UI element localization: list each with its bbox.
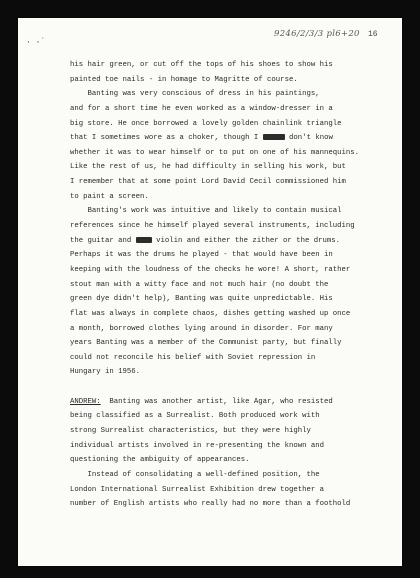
- text-line: Instead of consolidating a well-defined position, the: [70, 470, 320, 479]
- paragraph-gap: [70, 380, 400, 395]
- page-number: 16: [368, 30, 378, 39]
- text-line: I remember that at some point Lord David Cecil commissioned him: [70, 178, 346, 187]
- text-line: [70, 234, 400, 249]
- text-line: references since he himself played several instruments, including: [70, 222, 355, 231]
- text-line: years Banting was a member of the Communist party, but finally: [70, 339, 342, 348]
- text-line: to paint a screen.: [70, 192, 149, 201]
- paper-speck-marks: · ·˙: [26, 38, 46, 47]
- text-segment: that I sometimes wore as a choker, though I: [70, 134, 263, 143]
- text-segment: the guitar and: [70, 236, 136, 245]
- text-line: whether it was to wear himself or to put on one of his mannequins.: [70, 148, 360, 157]
- document-page: [18, 18, 402, 566]
- text-line: and for a short time he even worked as a window-dresser in a: [70, 104, 333, 113]
- text-line: keeping with the loudness of the checks he wore! A short, rather: [70, 265, 351, 274]
- text-line: Like the rest of us, he had difficulty in selling his work, but: [70, 163, 346, 172]
- typed-text-body: [70, 58, 400, 512]
- text-line: [70, 395, 400, 410]
- speaker-label: ANDREW:: [70, 397, 101, 406]
- text-line: big store. He once borrowed a lovely golden chainlink triangle: [70, 119, 342, 128]
- text-line: Banting was very conscious of dress in his paintings,: [70, 90, 320, 99]
- text-line: flat was always in complete chaos, dishes getting washed up once: [70, 309, 351, 318]
- typed-strikeout-blot: [263, 134, 285, 140]
- text-line: questioning the ambiguity of appearances.: [70, 456, 250, 465]
- text-line: could not reconcile his belief with Soviet repression in: [70, 353, 316, 362]
- text-line: individual artists involved in re-presenting the known and: [70, 441, 324, 450]
- text-line: a month, borrowed clothes lying around in disorder. For many: [70, 324, 333, 333]
- text-line: Banting's work was intuitive and likely to contain musical: [70, 207, 342, 216]
- text-line: strong Surrealist characteristics, but they were highly: [70, 427, 311, 436]
- text-line: painted toe nails - in homage to Magritte of course.: [70, 75, 298, 84]
- text-line: Perhaps it was the drums he played - that would have been in: [70, 251, 333, 260]
- text-line: number of English artists who really had no more than a foothold: [70, 500, 351, 509]
- text-segment: don't know: [284, 134, 333, 143]
- text-line: green dye didn't help), Banting was quite unpredictable. His: [70, 295, 333, 304]
- text-line: [70, 131, 400, 146]
- text-line: stout man with a witty face and not much hair (no doubt the: [70, 280, 329, 289]
- text-segment: violin and either the zither or the drums.: [151, 236, 340, 245]
- typed-strikeout-blot: [136, 237, 152, 243]
- text-line: being classified as a Surrealist. Both produced work with: [70, 412, 320, 421]
- text-segment: Banting was another artist, like Agar, who resisted: [100, 397, 333, 406]
- text-line: his hair green, or cut off the tops of his shoes to show his: [70, 61, 333, 69]
- text-line: London International Surrealist Exhibition drew together a: [70, 485, 324, 494]
- archive-reference: 9246/2/3/3 pl6+20: [274, 29, 360, 39]
- text-line: Hungary in 1956.: [70, 368, 141, 377]
